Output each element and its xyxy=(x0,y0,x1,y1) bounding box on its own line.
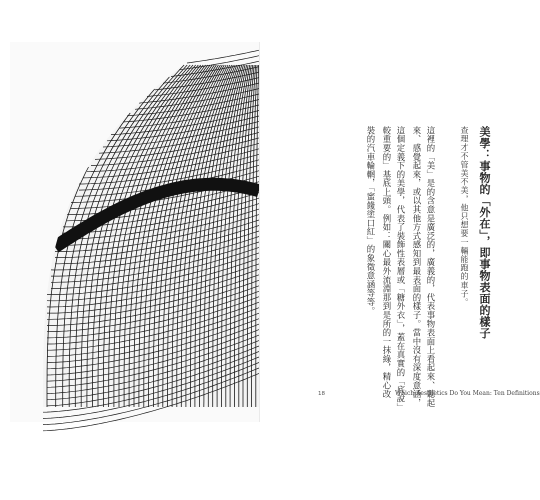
body-line: 這裡的「美」是的含意是廣泛的，廣義的，代表事物表面上看起來、聽起 xyxy=(426,126,436,408)
running-title: Which Aesthetics Do You Mean: Ten Definitions xyxy=(395,390,540,397)
book-spread xyxy=(10,42,540,422)
left-page xyxy=(10,42,260,422)
epigraph-quote: 查理才不管美不美，他只想要一輛能跑的車子。 xyxy=(460,126,469,307)
page-number: 18 xyxy=(318,391,325,397)
body-line: 裝的汽車輪輞，「蜜餞塗口紅」的象徵意涵等等。 xyxy=(366,126,376,316)
body-line: 來、感覺起來，或以其他方式感知到最表面的樣子。當中沒有深度意涵， xyxy=(412,126,422,408)
section-heading: 美學：事物的「外在」，即事物表面的樣子 xyxy=(478,126,491,339)
body-line: 這個定義下的美學，代表了裝飾性表層或「糖外衣」，蓋在真實的「底說」 xyxy=(396,126,406,412)
body-line: 較重要的」基底上頭。例如：關心最外流淵那到是所的一抹綠，精心改 xyxy=(382,126,392,399)
building-facade-photo xyxy=(43,65,260,407)
right-page xyxy=(260,42,540,422)
